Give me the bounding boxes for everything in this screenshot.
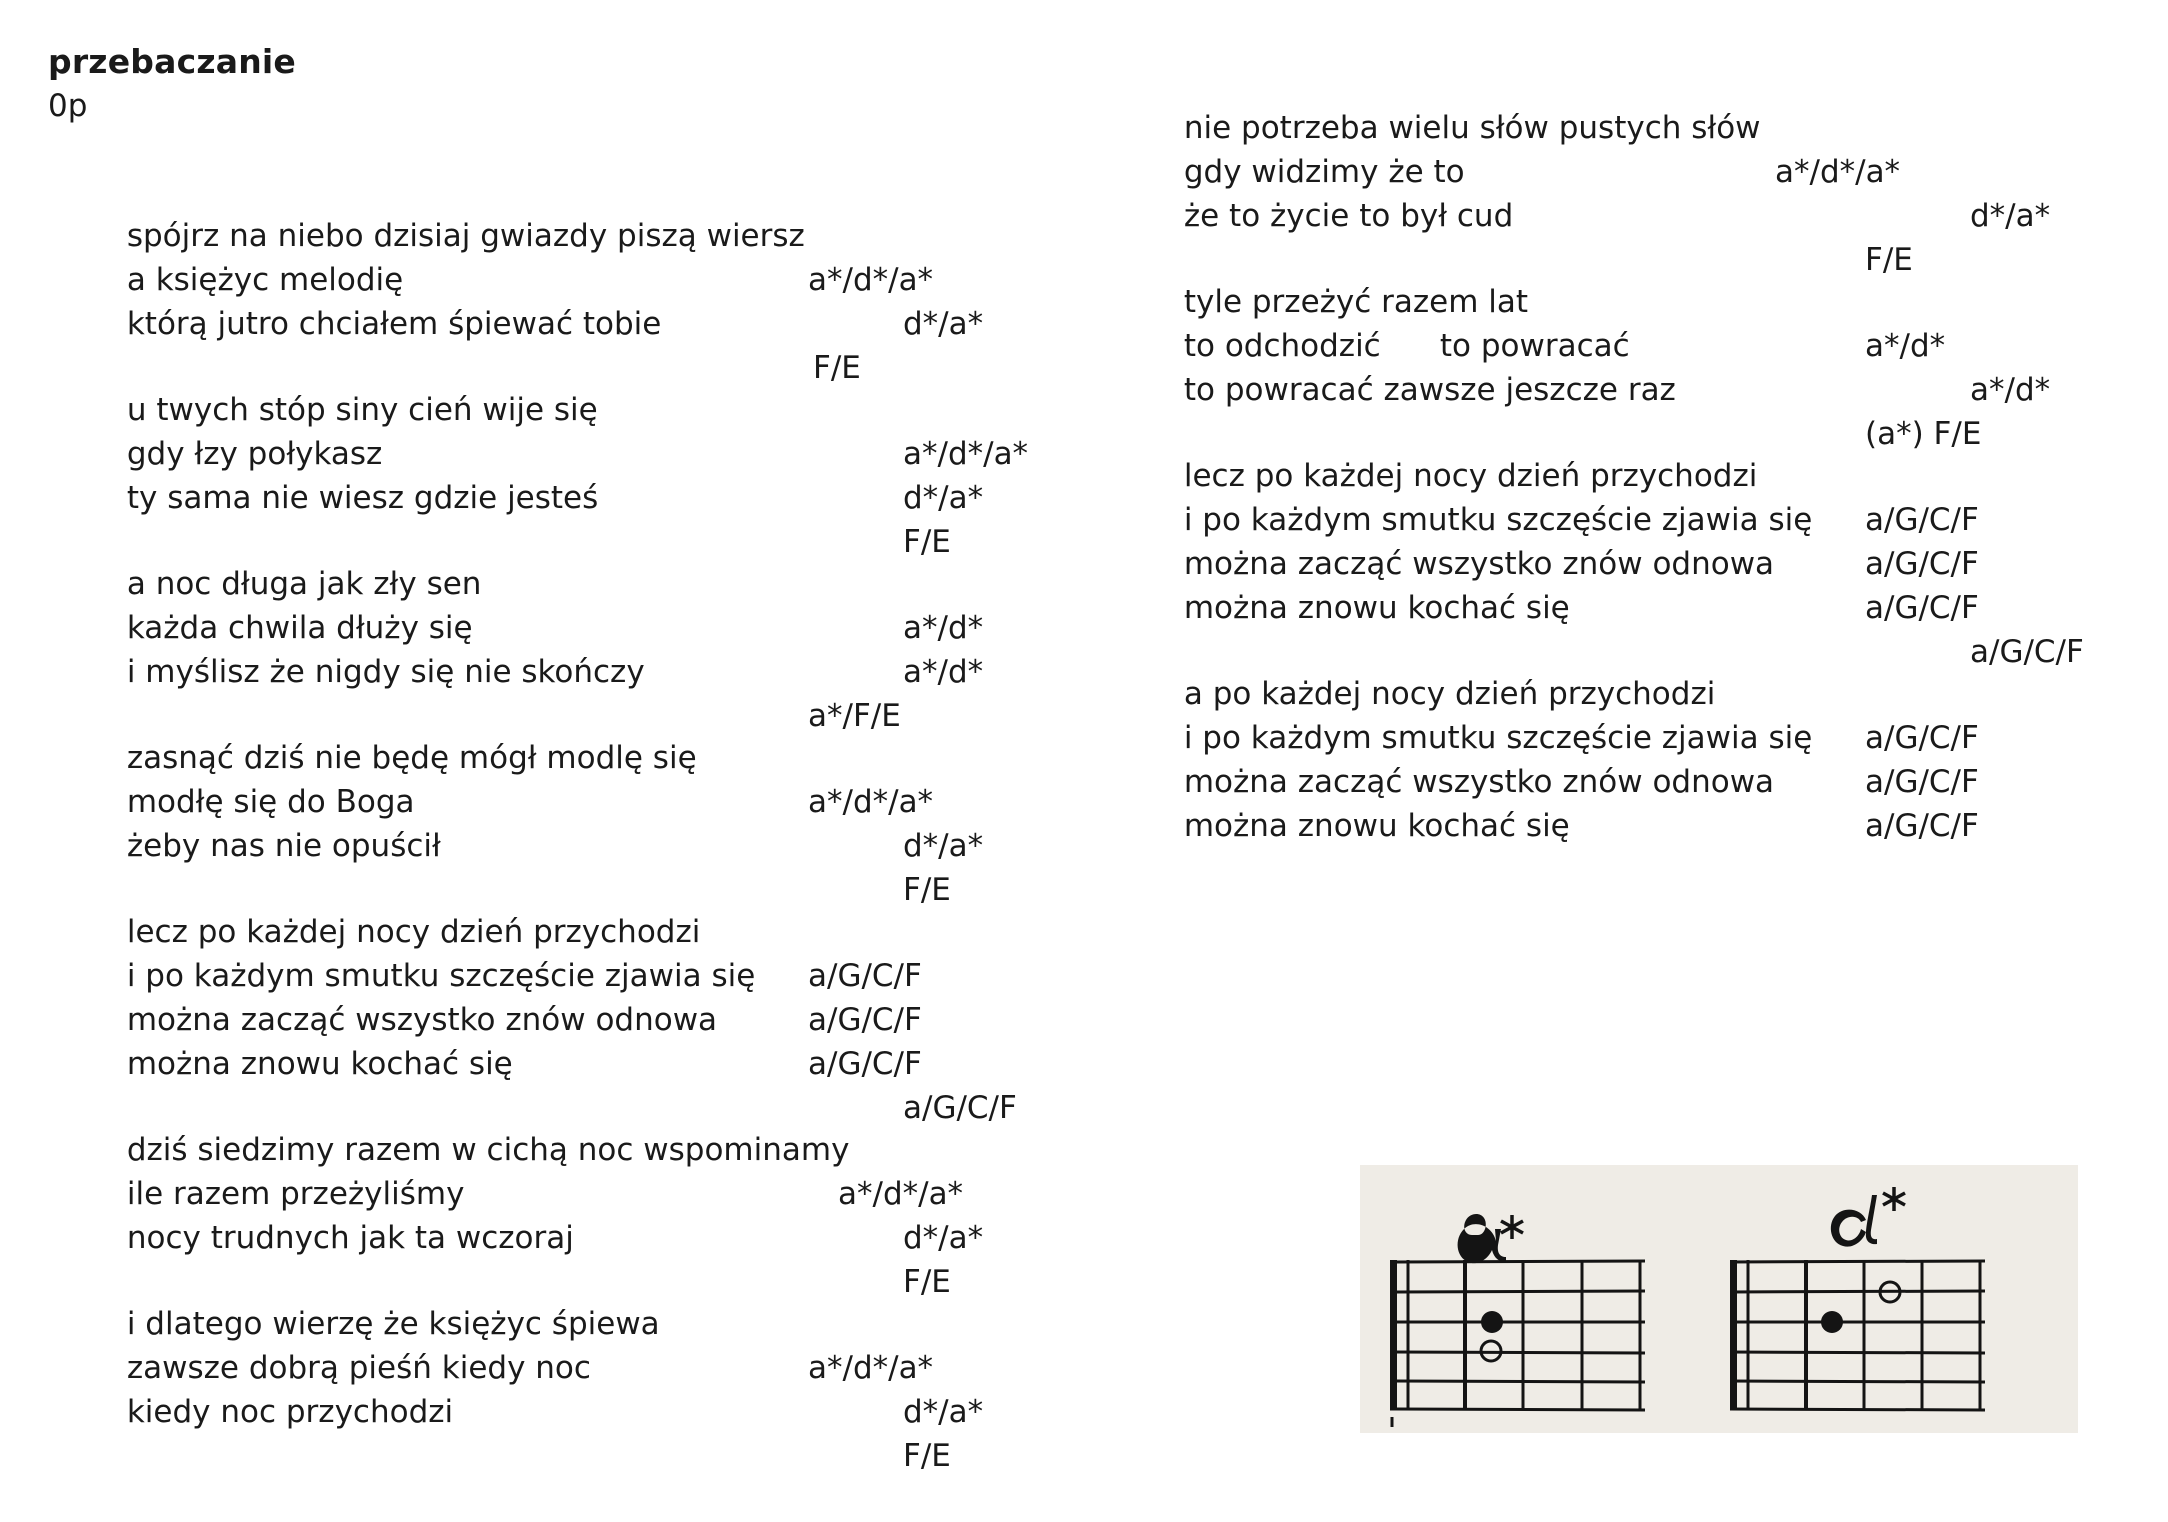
- lyric-line: [1105, 542, 2145, 670]
- chord-label: d*/a*: [1970, 198, 2051, 234]
- lyric-text: że to życie to był cud: [1183, 198, 1514, 234]
- lyric-text: to powracać zawsze jeszcze raz: [1183, 372, 1676, 408]
- lyric-text: można zacząć wszystko znów odnowa: [1183, 546, 1775, 582]
- lyric-text: lecz po każdej nocy dzień przychodzi: [126, 914, 701, 950]
- lyric-text: to odchodzić to powracać: [1183, 328, 1630, 364]
- chord-label: (a*) F/E: [1865, 416, 1982, 452]
- lyric-text: można zacząć wszystko znów odnowa: [126, 1002, 718, 1038]
- chord-label: a*/d*/a*: [903, 436, 1029, 472]
- chord-label: F/E: [903, 524, 951, 560]
- lyric-text: tyle przeżyć razem lat: [1183, 284, 1529, 320]
- chord-label: d*/a*: [903, 306, 984, 342]
- lyric-text: żeby nas nie opuścił: [126, 828, 441, 864]
- lyric-text: nocy trudnych jak ta wczoraj: [126, 1220, 574, 1256]
- chord-label: a*/d*: [1865, 328, 1946, 364]
- stanza: [1105, 628, 2145, 844]
- chord-label: d*/a*: [903, 828, 984, 864]
- chord-label: a/G/C/F: [1865, 590, 1979, 626]
- stanza: [48, 1258, 1098, 1474]
- lyric-text: kiedy noc przychodzi: [126, 1394, 454, 1430]
- lyric-text: zasnąć dziś nie będę mógł modlę się: [126, 740, 697, 776]
- chord-label: F/E: [813, 350, 861, 386]
- document-subtitle: 0p: [48, 88, 88, 124]
- left-column: [48, 40, 1098, 1474]
- stanza: [48, 170, 1098, 386]
- chord-label: F/E: [903, 1264, 951, 1300]
- lyric-text: i po każdym smutku szczęście zjawia się: [1183, 720, 1813, 756]
- chord-label: a*/d*/a*: [838, 1176, 964, 1212]
- lyric-text: można zacząć wszystko znów odnowa: [1183, 764, 1775, 800]
- chord-label: a*/d*/a*: [808, 262, 934, 298]
- chord-label: a/G/C/F: [808, 958, 922, 994]
- chord-label: a*/d*: [903, 610, 984, 646]
- lyric-text: a noc długa jak zły sen: [126, 566, 482, 602]
- chord-label: F/E: [903, 1438, 951, 1474]
- chord-label: a/G/C/F: [903, 1090, 1017, 1126]
- chord-label: d*/a*: [903, 1220, 984, 1256]
- chord-label: a/G/C/F: [1865, 546, 1979, 582]
- lyric-text: spójrz na niebo dzisiaj gwiazdy piszą wiersz: [126, 218, 805, 254]
- lyric-text: i dlatego wierzę że księżyc śpiewa: [126, 1306, 660, 1342]
- lyric-text: zawsze dobrą pieśń kiedy noc: [126, 1350, 591, 1386]
- stanza: [1105, 62, 2145, 278]
- stanza: [48, 518, 1098, 734]
- chord-label: a*/d*: [903, 654, 984, 690]
- stanza: [48, 344, 1098, 560]
- lyric-text: dziś siedzimy razem w cichą noc wspominamy: [126, 1132, 850, 1168]
- chord-label: a/G/C/F: [1970, 634, 2084, 670]
- chord-diagram-figure: [1360, 1165, 2078, 1433]
- chord-label: a/G/C/F: [808, 1046, 922, 1082]
- chord-label: a*/F/E: [808, 698, 901, 734]
- stanza: [48, 692, 1098, 908]
- lyric-text: gdy łzy połykasz: [126, 436, 383, 472]
- page-title: przebaczanie: [48, 42, 296, 81]
- lyric-text: można znowu kochać się: [126, 1046, 513, 1082]
- chord-label: a*/d*/a*: [1775, 154, 1901, 190]
- chord-label: F/E: [903, 872, 951, 908]
- lyric-text: którą jutro chciałem śpiewać tobie: [126, 306, 662, 342]
- chord-diagram-svg: [1360, 1165, 2078, 1433]
- lyric-text: modłę się do Boga: [126, 784, 415, 820]
- right-column: [1105, 62, 2145, 844]
- stanza: [48, 866, 1098, 1126]
- chord-label: F/E: [1865, 242, 1913, 278]
- lyric-text: gdy widzimy że to: [1183, 154, 1465, 190]
- lyric-line: [48, 998, 1098, 1126]
- chord-label: d*/a*: [903, 1394, 984, 1430]
- stanza: [1105, 410, 2145, 670]
- lyric-text: a księżyc melodię: [126, 262, 404, 298]
- lyric-text: i po każdym smutku szczęście zjawia się: [126, 958, 756, 994]
- stanza: [1105, 236, 2145, 452]
- chord-label: a/G/C/F: [1865, 502, 1979, 538]
- lyric-text: ile razem przeżyliśmy: [126, 1176, 465, 1212]
- chord-label: a*/d*: [1970, 372, 2051, 408]
- lyric-text: lecz po każdej nocy dzień przychodzi: [1183, 458, 1758, 494]
- chord-label: d*/a*: [903, 480, 984, 516]
- chord-label: a/G/C/F: [1865, 720, 1979, 756]
- chord-label: a/G/C/F: [1865, 764, 1979, 800]
- chord-label: a/G/C/F: [808, 1002, 922, 1038]
- lyric-text: można znowu kochać się: [1183, 590, 1570, 626]
- lyric-text: można znowu kochać się: [1183, 808, 1570, 844]
- chord-label: a*/d*/a*: [808, 784, 934, 820]
- stanza: [48, 1084, 1098, 1300]
- lyric-text: i myślisz że nigdy się nie skończy: [126, 654, 645, 690]
- lyric-text: i po każdym smutku szczęście zjawia się: [1183, 502, 1813, 538]
- lyric-text: ty sama nie wiesz gdzie jesteś: [126, 480, 599, 516]
- chord-label: a/G/C/F: [1865, 808, 1979, 844]
- lyric-text: u twych stóp siny cień wije się: [126, 392, 598, 428]
- chord-label: a*/d*/a*: [808, 1350, 934, 1386]
- lyric-text: każda chwila dłuży się: [126, 610, 473, 646]
- lyric-text: nie potrzeba wielu słów pustych słów: [1183, 110, 1761, 146]
- lyric-text: a po każdej nocy dzień przychodzi: [1183, 676, 1716, 712]
